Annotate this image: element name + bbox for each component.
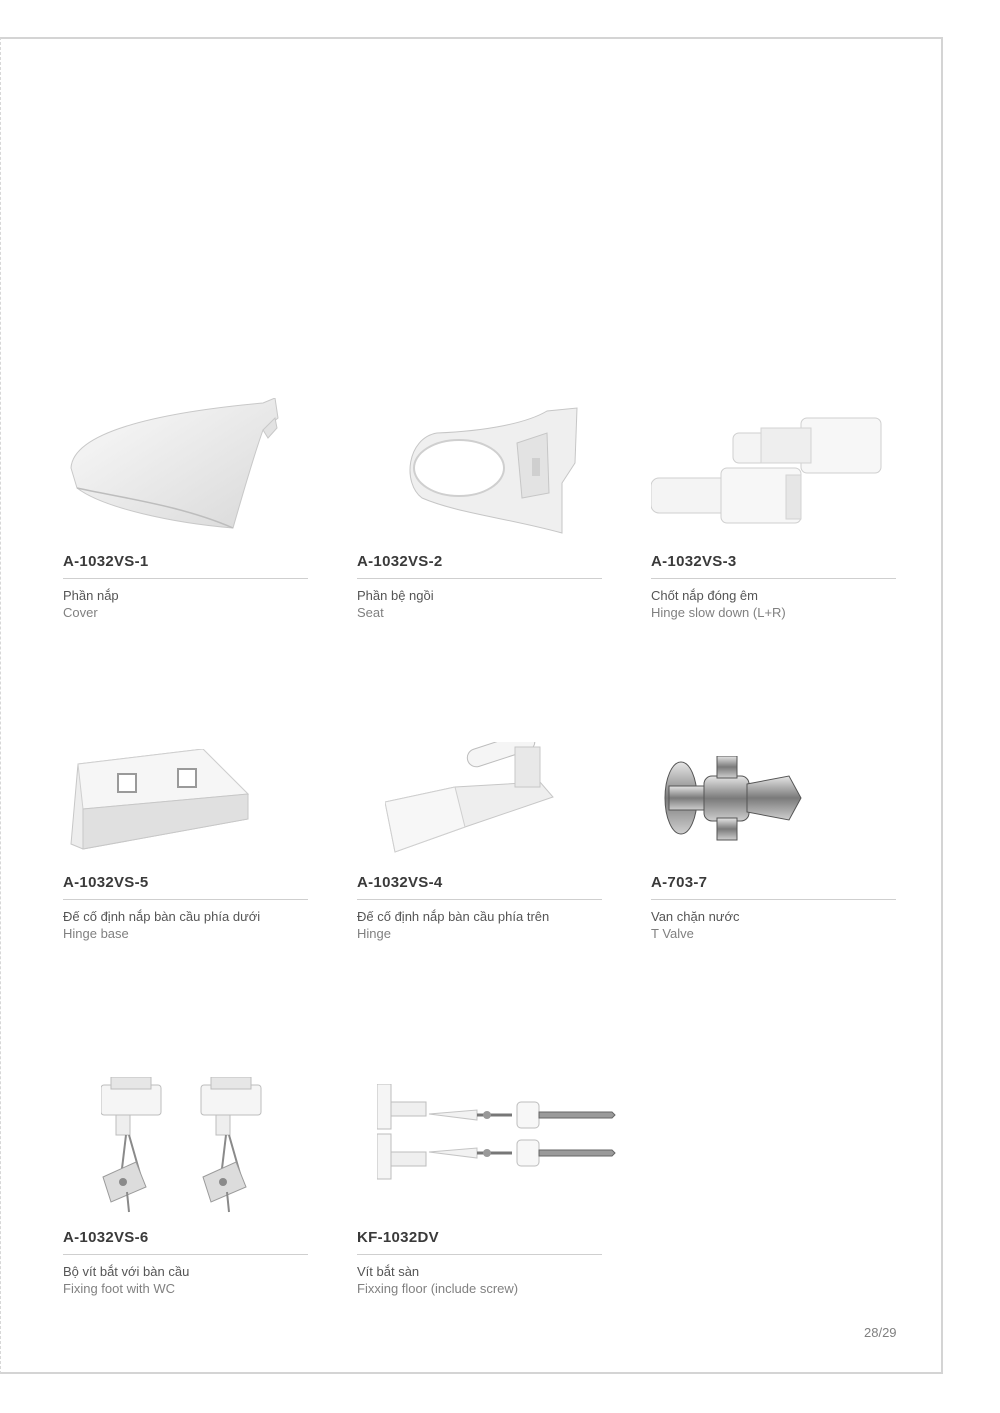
divider — [651, 899, 896, 900]
hinge-slow-down-icon — [651, 413, 886, 538]
product-code: A-1032VS-2 — [357, 553, 443, 570]
product-name-en: Seat — [357, 605, 384, 620]
product-name-vi: Bộ vít bắt với bàn cầu — [63, 1264, 190, 1279]
product-name-en: Fixing foot with WC — [63, 1281, 175, 1296]
divider — [357, 1254, 602, 1255]
divider — [63, 578, 308, 579]
product-name-en: Hinge — [357, 926, 391, 941]
product-name-en: Fixxing floor (include screw) — [357, 1281, 519, 1296]
product-name-en: Hinge slow down (L+R) — [651, 605, 786, 620]
fixing-foot-icon — [101, 1077, 271, 1217]
product-name-vi: Vít bắt sàn — [357, 1264, 420, 1279]
t-valve-icon — [659, 756, 804, 846]
product-code: A-703-7 — [651, 874, 708, 891]
product-code: KF-1032DV — [357, 1229, 439, 1246]
product-name-vi: Van chặn nước — [651, 909, 740, 924]
divider — [357, 899, 602, 900]
toilet-seat-icon — [397, 403, 587, 543]
product-name-en: Cover — [63, 605, 98, 620]
product-code: A-1032VS-6 — [63, 1229, 149, 1246]
product-name-en: T Valve — [651, 926, 694, 941]
product-name-vi: Chốt nắp đóng êm — [651, 588, 758, 603]
product-name-en: Hinge base — [63, 926, 129, 941]
divider — [63, 899, 308, 900]
floor-screw-icon — [377, 1084, 617, 1204]
page-number: 28/29 — [864, 1325, 897, 1340]
divider — [357, 578, 602, 579]
product-code: A-1032VS-5 — [63, 874, 149, 891]
product-name-vi: Đế cố định nắp bàn cầu phía dưới — [63, 909, 261, 924]
product-name-vi: Phần nắp — [63, 588, 119, 603]
product-name-vi: Phần bệ ngồi — [357, 588, 434, 603]
product-code: A-1032VS-3 — [651, 553, 737, 570]
product-name-vi: Đế cố định nắp bàn cầu phía trên — [357, 909, 550, 924]
divider — [651, 578, 896, 579]
product-code: A-1032VS-1 — [63, 553, 149, 570]
product-code: A-1032VS-4 — [357, 874, 443, 891]
hinge-icon — [385, 742, 560, 862]
hinge-base-icon — [63, 749, 258, 854]
divider — [63, 1254, 308, 1255]
toilet-cover-icon — [63, 398, 293, 538]
